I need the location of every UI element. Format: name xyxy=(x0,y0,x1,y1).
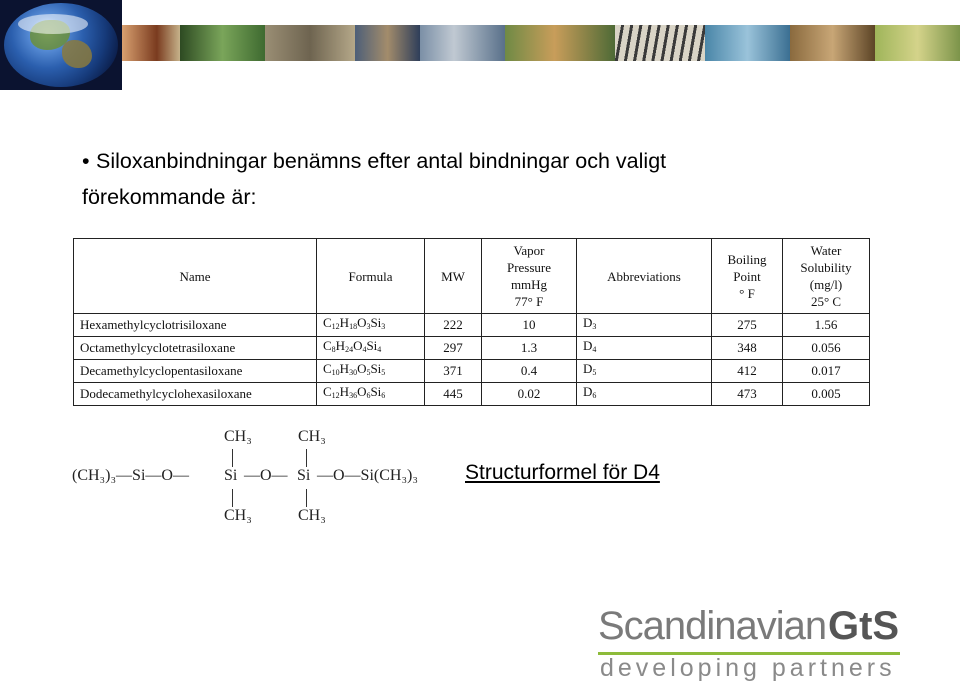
cell-boiling-point: 412 xyxy=(712,360,783,383)
header-name: Name xyxy=(74,239,317,314)
banner-photo-city xyxy=(420,25,505,61)
table-header-row xyxy=(74,239,870,314)
banner-photo-people xyxy=(790,25,875,61)
logo-tagline: developing partners xyxy=(600,654,896,682)
header-water-solubility: Water Solubility (mg/l) 25° C xyxy=(783,239,870,314)
cell-abbreviation: $D_5$ xyxy=(577,360,712,383)
cell-vapor-pressure: 10 xyxy=(482,314,577,337)
cell-mw: 222 xyxy=(425,314,482,337)
cell-water-solubility: 0.056 xyxy=(783,337,870,360)
header-mw: MW xyxy=(425,239,482,314)
cell-boiling-point: 473 xyxy=(712,383,783,406)
d4-structural-formula xyxy=(72,425,452,530)
table-row xyxy=(74,314,870,337)
banner-photo-flamingo xyxy=(705,25,790,61)
cell-water-solubility: 0.017 xyxy=(783,360,870,383)
cell-formula: $C_{10}H_{30}O_5Si_5$ xyxy=(317,360,425,383)
header-abbreviations: Abbreviations xyxy=(577,239,712,314)
table-row xyxy=(74,383,870,406)
heading-line-1: Siloxanbindningar benämns efter antal bindningar och valigt xyxy=(96,149,667,173)
cell-name: Hexamethylcyclotrisiloxane xyxy=(74,314,317,337)
table-row xyxy=(74,360,870,383)
cell-abbreviation: $D_6$ xyxy=(577,383,712,406)
heading-line-2: förekommande är: xyxy=(82,185,257,209)
banner-photo-grass xyxy=(875,25,960,61)
logo-word-gts: GtS xyxy=(828,604,900,648)
structure-caption: Structurformel för D4 xyxy=(465,461,660,484)
cell-formula: $C_{12}H_{18}O_3Si_3$ xyxy=(317,314,425,337)
chain-si-2: Si xyxy=(297,467,311,484)
cell-mw: 371 xyxy=(425,360,482,383)
header-vapor-pressure: Vapor Pressure mmHg 77° F xyxy=(482,239,577,314)
banner-photo-portrait xyxy=(122,25,180,61)
company-logo xyxy=(598,604,918,684)
banner-photo-worker xyxy=(355,25,420,61)
cell-name: Dodecamethylcyclohexasiloxane xyxy=(74,383,317,406)
cell-abbreviation: $D_3$ xyxy=(577,314,712,337)
methyl-bottom-1: CH₃ xyxy=(224,507,252,524)
cell-vapor-pressure: 0.02 xyxy=(482,383,577,406)
banner-photo-forest xyxy=(180,25,265,61)
banner-photo-zebra xyxy=(615,25,705,61)
cell-boiling-point: 275 xyxy=(712,314,783,337)
cell-vapor-pressure: 0.4 xyxy=(482,360,577,383)
cell-formula: $C_{12}H_{36}O_6Si_6$ xyxy=(317,383,425,406)
banner-photo-stone-face xyxy=(265,25,355,61)
chain-si-1: Si xyxy=(224,467,238,484)
siloxane-table xyxy=(73,238,870,406)
chain-left-end: (CH₃)₃—Si—O— xyxy=(72,467,189,484)
methyl-bottom-2: CH₃ xyxy=(298,507,326,524)
banner-photo-children xyxy=(505,25,615,61)
cell-vapor-pressure: 1.3 xyxy=(482,337,577,360)
methyl-top-2: CH₃ xyxy=(298,428,326,445)
cell-abbreviation: $D_4$ xyxy=(577,337,712,360)
cell-name: Decamethylcyclopentasiloxane xyxy=(74,360,317,383)
header-boiling-point: Boiling Point ° F xyxy=(712,239,783,314)
chain-o-middle: —O— xyxy=(244,467,288,484)
table-row xyxy=(74,337,870,360)
cell-mw: 445 xyxy=(425,383,482,406)
cell-water-solubility: 0.005 xyxy=(783,383,870,406)
chain-right-end: —O—Si(CH₃)₃ xyxy=(317,467,418,484)
photo-banner xyxy=(0,0,960,90)
methyl-top-1: CH₃ xyxy=(224,428,252,445)
bullet-icon: • xyxy=(82,149,90,173)
cell-boiling-point: 348 xyxy=(712,337,783,360)
logo-word-scandinavian: Scandinavian xyxy=(598,604,827,648)
cell-formula: $C_8H_{24}O_4Si_4$ xyxy=(317,337,425,360)
cell-mw: 297 xyxy=(425,337,482,360)
globe-image xyxy=(0,0,122,90)
header-formula: Formula xyxy=(317,239,425,314)
cell-water-solubility: 1.56 xyxy=(783,314,870,337)
cell-name: Octamethylcyclotetrasiloxane xyxy=(74,337,317,360)
